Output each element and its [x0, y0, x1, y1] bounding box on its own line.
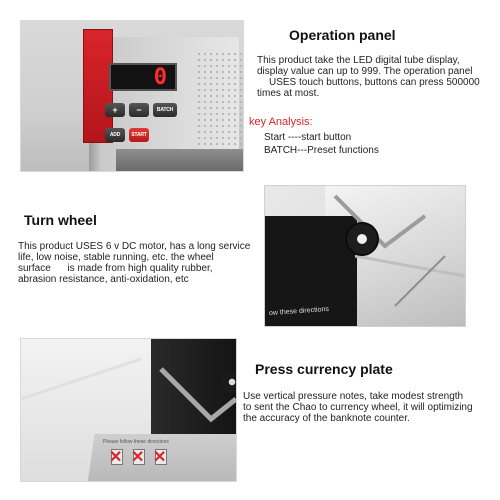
wheel-photo-label: ow these directions: [268, 305, 330, 318]
press-plate-line-2: to sent the Chao to currency wheel, it will optimizing: [243, 402, 473, 413]
key-start-line: Start ----start button: [264, 132, 352, 143]
rubber-wheel: [345, 222, 379, 256]
plate-direction-label: Please follow these directions: [103, 439, 169, 445]
turn-wheel-description: [18, 241, 250, 285]
key-batch-line: BATCH---Preset functions: [264, 145, 379, 156]
operation-line-3: USES touch buttons, buttons can press 500000: [269, 77, 480, 88]
operation-panel-description: [257, 55, 480, 99]
key-analysis-title: key Analysis:: [249, 116, 313, 128]
press-plate-description: [243, 391, 473, 424]
minus-key[interactable]: −: [129, 103, 149, 117]
wrong-mark-3: ✕: [153, 449, 167, 466]
press-plate-line-3: the accuracy of the banknote counter.: [243, 413, 410, 424]
press-plate-photo: [20, 338, 237, 482]
turn-wheel-title: Turn wheel: [24, 212, 97, 228]
operation-line-2: display value can up to 999. The operation panel: [257, 66, 473, 77]
turn-wheel-line-1: This product USES 6 v DC motor, has a long service: [18, 241, 251, 252]
operation-line-1: This product take the LED digital tube display,: [257, 55, 460, 66]
wrong-mark-1: ✕: [109, 449, 123, 466]
turn-wheel-line-4: abrasion resistance, anti-oxidation, etc: [18, 274, 189, 285]
add-key[interactable]: ADD: [105, 128, 125, 142]
led-digit: 0: [153, 64, 169, 90]
turn-wheel-line-2: life, low noise, stable running, etc. the wheel: [18, 252, 214, 263]
wrong-mark-2: ✕: [131, 449, 145, 466]
operation-panel-photo: [20, 20, 244, 172]
turn-wheel-photo: [264, 185, 466, 327]
wheel-linkage: [265, 186, 465, 326]
note-slot: [116, 149, 244, 171]
turn-wheel-line-3: surface is made from high quality rubber,: [18, 263, 213, 274]
start-key[interactable]: START: [129, 128, 149, 142]
operation-line-4: times at most.: [257, 88, 320, 99]
led-display: [109, 63, 177, 91]
press-plate-line-1: Use vertical pressure notes, take modest strength: [243, 391, 464, 402]
plus-key[interactable]: +: [105, 103, 125, 117]
feed-wheel: [221, 371, 237, 393]
speaker-grille: [196, 51, 244, 151]
operation-panel-title: Operation panel: [289, 27, 396, 43]
press-plate-title: Press currency plate: [255, 361, 393, 377]
batch-key[interactable]: BATCH: [153, 103, 177, 117]
